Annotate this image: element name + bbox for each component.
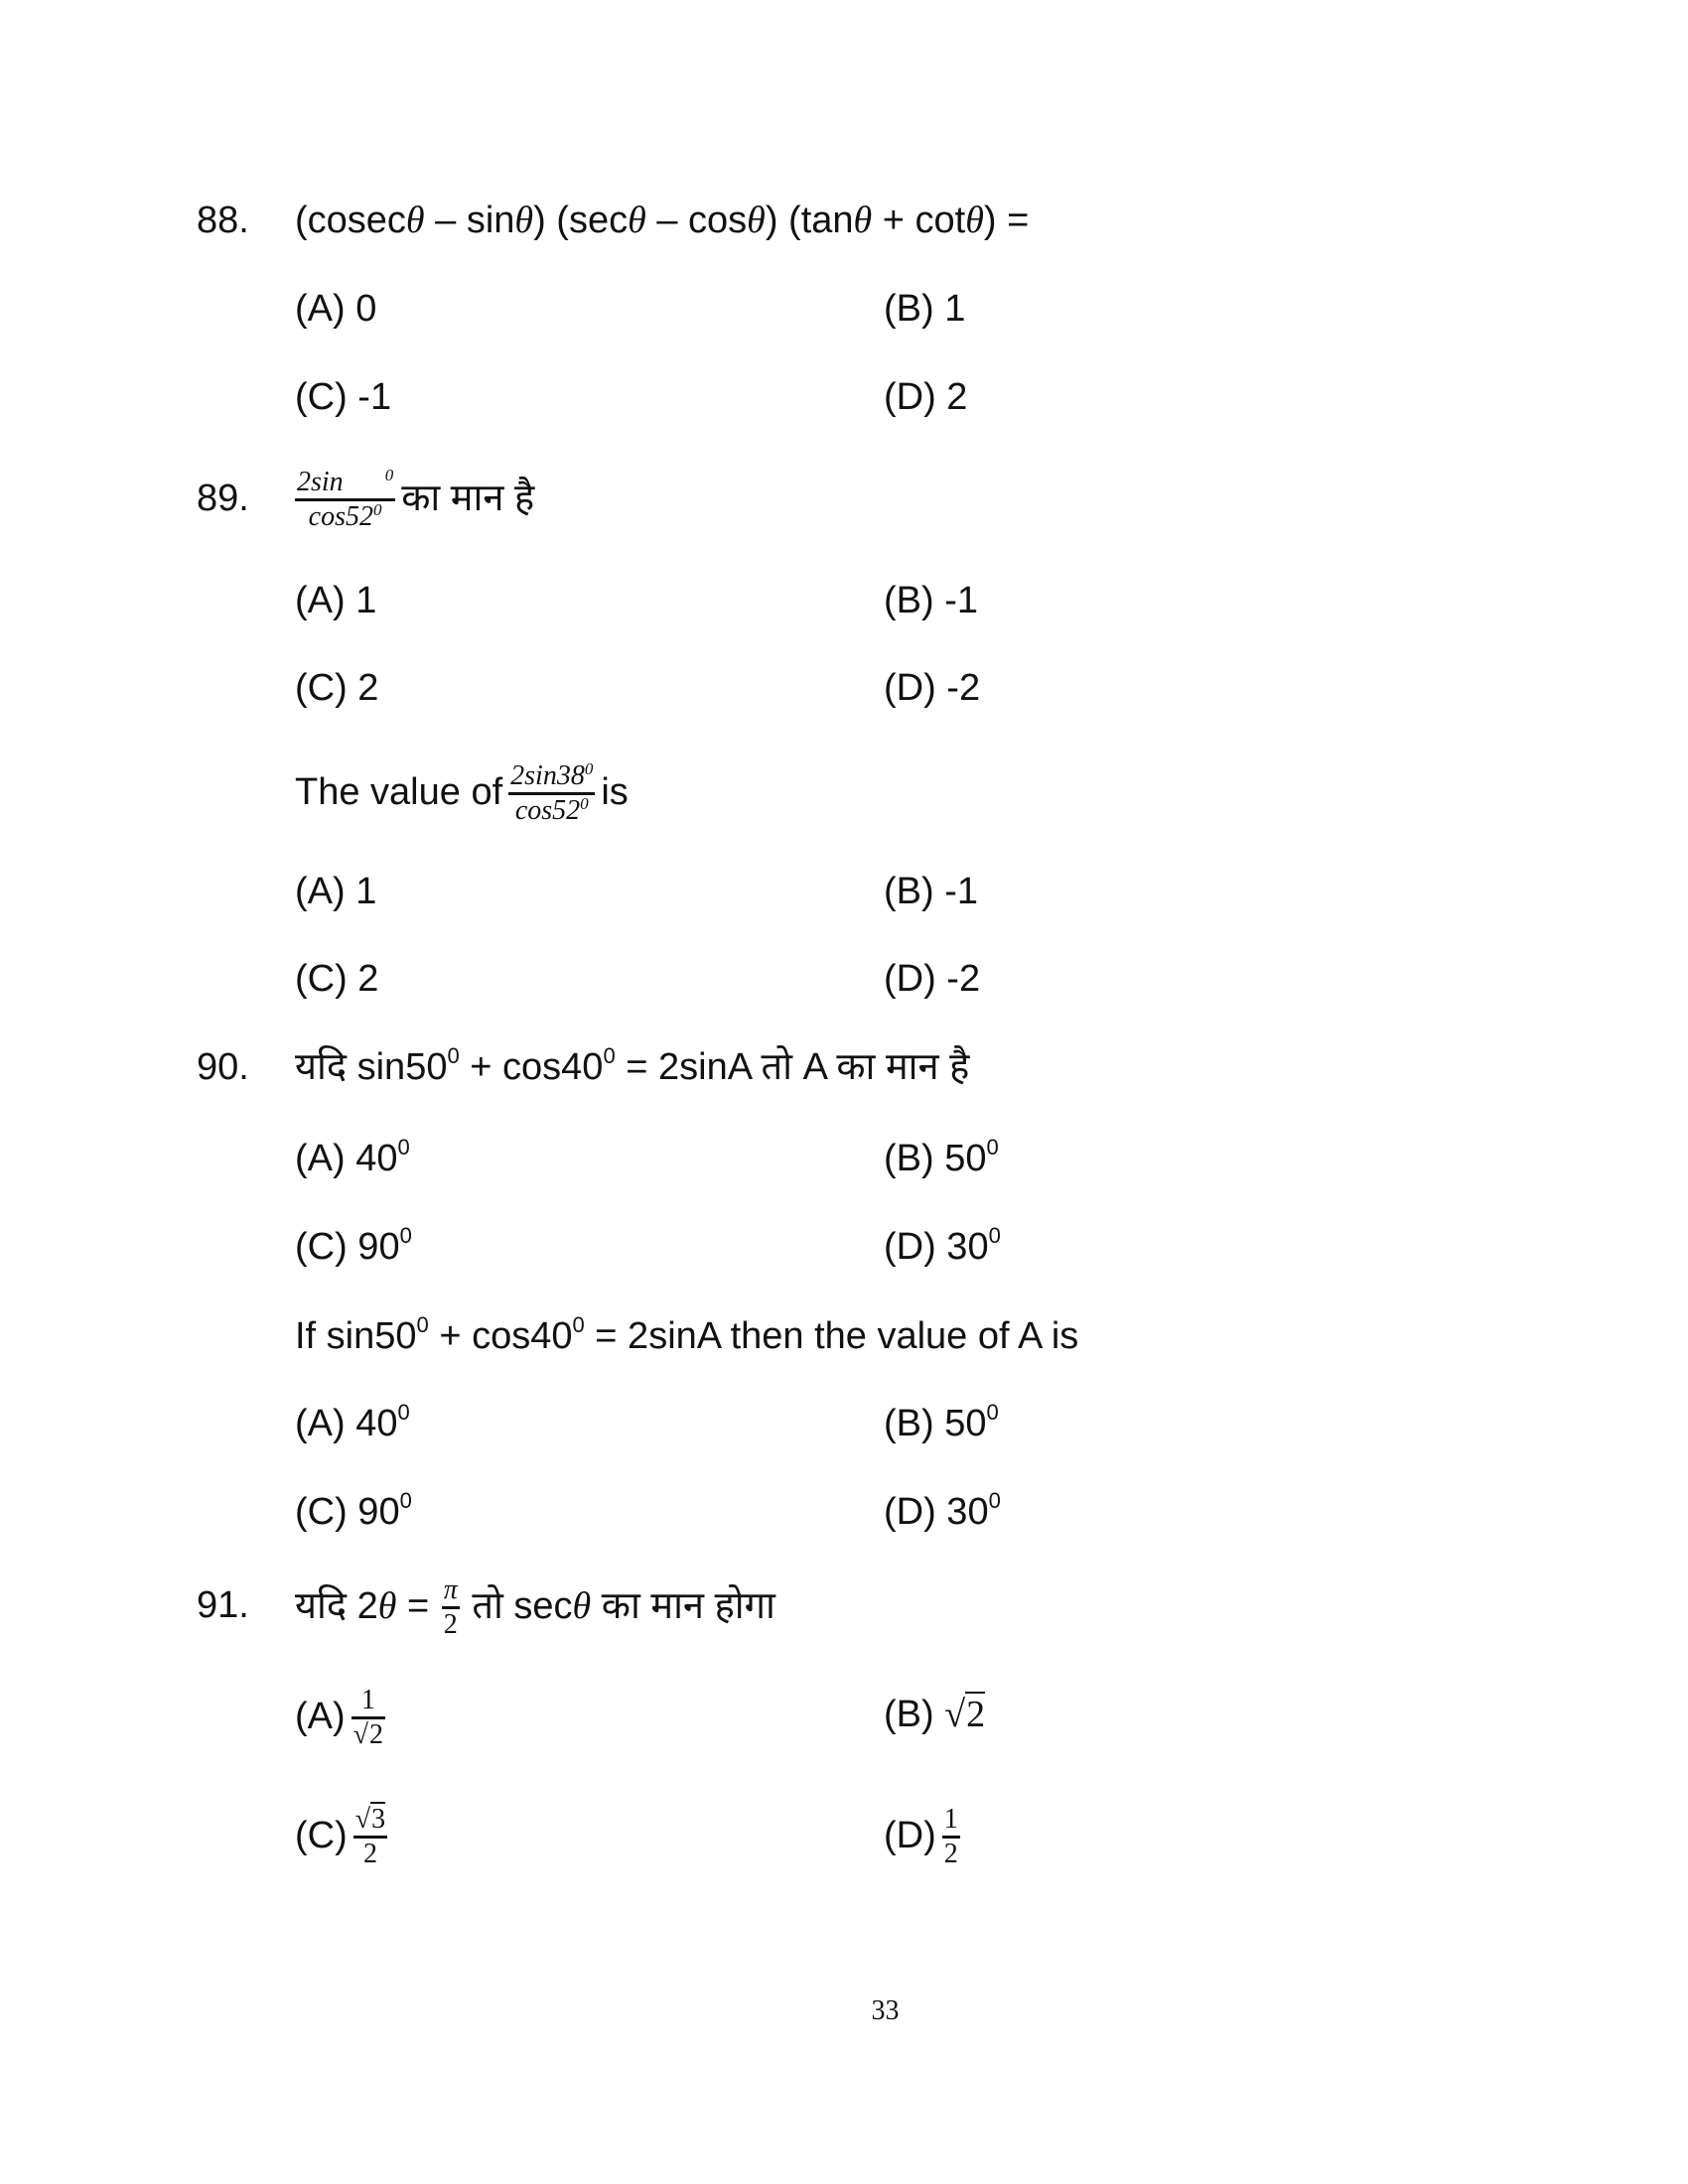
fraction	[352, 1685, 385, 1751]
option-a[interactable]: (A) 1	[295, 580, 377, 621]
question-text	[295, 199, 1029, 242]
option-a[interactable]: (A) 0	[295, 288, 377, 330]
question-number: 89.	[197, 478, 249, 519]
text-part: यदि 2	[295, 1585, 378, 1627]
sqrt-icon: √	[944, 1694, 966, 1735]
degree-sup: 0	[603, 1043, 616, 1068]
text-part: का मान होगा	[591, 1585, 775, 1627]
fraction	[353, 1804, 387, 1870]
den-text: cos52	[514, 795, 581, 827]
theta-symbol: θ	[514, 200, 534, 241]
option-text: (C) 90	[295, 1226, 400, 1268]
option-d[interactable]: (D) -2	[884, 958, 981, 1000]
q88-part: ) (sec	[533, 200, 629, 241]
question-number: 88.	[197, 200, 249, 241]
option-d[interactable]	[884, 1225, 1001, 1269]
degree-sup: 0	[572, 1312, 585, 1337]
option-c[interactable]: (C) 2	[295, 667, 379, 709]
text-part: = 2sinA तो A का मान है	[615, 1046, 970, 1088]
degree-sup: 0	[580, 794, 589, 814]
numerator	[508, 760, 595, 792]
theta-symbol: θ	[572, 1585, 592, 1627]
option-a[interactable]	[295, 1402, 410, 1445]
option-text: (D) 30	[884, 1491, 989, 1533]
question-text	[295, 1570, 775, 1642]
option-c[interactable]: (C) 2	[295, 958, 379, 1000]
option-label: (B)	[884, 1694, 934, 1735]
q88-part: ) =	[983, 200, 1030, 241]
radicand: 3	[371, 1804, 386, 1836]
theta-symbol: θ	[853, 200, 873, 241]
question-number: 90.	[197, 1046, 249, 1088]
page-number: 33	[871, 1995, 900, 2026]
option-label: (A)	[295, 1696, 346, 1737]
degree-sup: 0	[399, 1223, 412, 1248]
fraction-pi-over-2	[442, 1574, 460, 1641]
fraction	[295, 467, 395, 533]
option-d[interactable]: (D) -2	[884, 667, 981, 709]
option-c[interactable]	[295, 1225, 412, 1269]
fraction	[942, 1804, 960, 1870]
english-suffix: is	[601, 771, 629, 813]
option-b[interactable]	[884, 1402, 999, 1445]
degree-sup: 0	[384, 466, 394, 485]
numerator	[353, 1804, 387, 1836]
question-text	[295, 1045, 969, 1089]
option-d[interactable]	[884, 1490, 1001, 1534]
option-a[interactable]	[295, 1137, 410, 1180]
degree-sup: 0	[373, 500, 382, 520]
numerator: 1	[360, 1685, 375, 1716]
degree-sup: 0	[447, 1043, 460, 1068]
q88-part: – sin	[424, 200, 515, 241]
denominator	[513, 795, 591, 827]
theta-symbol: θ	[405, 200, 425, 241]
degree-sup: 0	[584, 759, 594, 779]
text-part: = 2sinA then the value of A is	[584, 1315, 1079, 1357]
theta-symbol: θ	[965, 200, 984, 241]
numerator: 1	[943, 1804, 958, 1836]
option-d[interactable]	[884, 1800, 966, 1871]
question-text-english	[295, 756, 629, 828]
q88-part: (cosec	[295, 200, 406, 241]
denominator	[307, 501, 384, 533]
radicand: 2	[369, 1719, 384, 1751]
text-part: If sin50	[295, 1315, 417, 1357]
question-text-english	[295, 1314, 1078, 1358]
option-b[interactable]	[884, 1693, 985, 1736]
question-number: 91.	[197, 1584, 249, 1626]
radicand: 2	[966, 1694, 986, 1735]
degree-sup: 0	[397, 1135, 410, 1160]
theta-symbol: θ	[628, 200, 646, 241]
q88-part: + cot	[872, 200, 966, 241]
text-part: यदि sin50	[295, 1046, 448, 1088]
numerator: π	[443, 1574, 458, 1606]
q88-part: – cos	[645, 200, 748, 241]
option-text: (B) 50	[884, 1403, 987, 1444]
text-part: =	[396, 1585, 440, 1627]
option-b[interactable]	[884, 1137, 999, 1180]
text-part: + cos40	[428, 1315, 573, 1357]
theta-symbol: θ	[377, 1585, 397, 1627]
degree-sup: 0	[986, 1135, 999, 1160]
english-prefix: The value of	[295, 771, 503, 813]
option-text: (A) 40	[295, 1138, 398, 1179]
theta-symbol: θ	[747, 200, 766, 241]
num-text: 2sin	[297, 467, 344, 498]
option-text: (C) 90	[295, 1491, 400, 1533]
sqrt-icon: √	[354, 1804, 371, 1836]
question-text	[295, 463, 534, 534]
degree-sup: 0	[416, 1312, 429, 1337]
option-c[interactable]: (C) -1	[295, 376, 392, 418]
option-c[interactable]	[295, 1490, 412, 1534]
text-part: तो sec	[461, 1585, 573, 1627]
option-text: (B) 50	[884, 1138, 987, 1179]
degree-sup: 0	[397, 1400, 410, 1425]
degree-sup: 0	[988, 1488, 1001, 1513]
option-text: (D) 30	[884, 1226, 989, 1268]
option-a[interactable]: (A) 1	[295, 871, 377, 912]
denominator: 2	[362, 1839, 377, 1870]
denominator	[352, 1719, 385, 1751]
option-b[interactable]: (B) -1	[884, 580, 978, 621]
degree-sup: 0	[986, 1400, 999, 1425]
option-label: (C)	[295, 1815, 348, 1856]
hindi-suffix: का मान है	[401, 478, 535, 519]
denominator: 2	[943, 1839, 958, 1870]
numerator	[295, 467, 395, 498]
denominator: 2	[443, 1609, 458, 1641]
fraction	[508, 760, 595, 827]
sqrt-icon: √	[352, 1719, 369, 1751]
degree-sup: 0	[399, 1488, 412, 1513]
option-a[interactable]	[295, 1681, 391, 1752]
option-c[interactable]	[295, 1800, 393, 1871]
option-b[interactable]: (B) 1	[884, 288, 966, 330]
den-text: cos52	[308, 501, 373, 533]
sqrt-expression	[944, 1692, 985, 1735]
option-text: (A) 40	[295, 1403, 398, 1444]
degree-sup: 0	[988, 1223, 1001, 1248]
text-part: + cos40	[459, 1046, 604, 1088]
option-d[interactable]: (D) 2	[884, 376, 968, 418]
option-b[interactable]: (B) -1	[884, 871, 978, 912]
option-label: (D)	[884, 1815, 936, 1856]
q88-part: ) (tan	[765, 200, 854, 241]
num-text: 2sin38	[510, 760, 585, 792]
